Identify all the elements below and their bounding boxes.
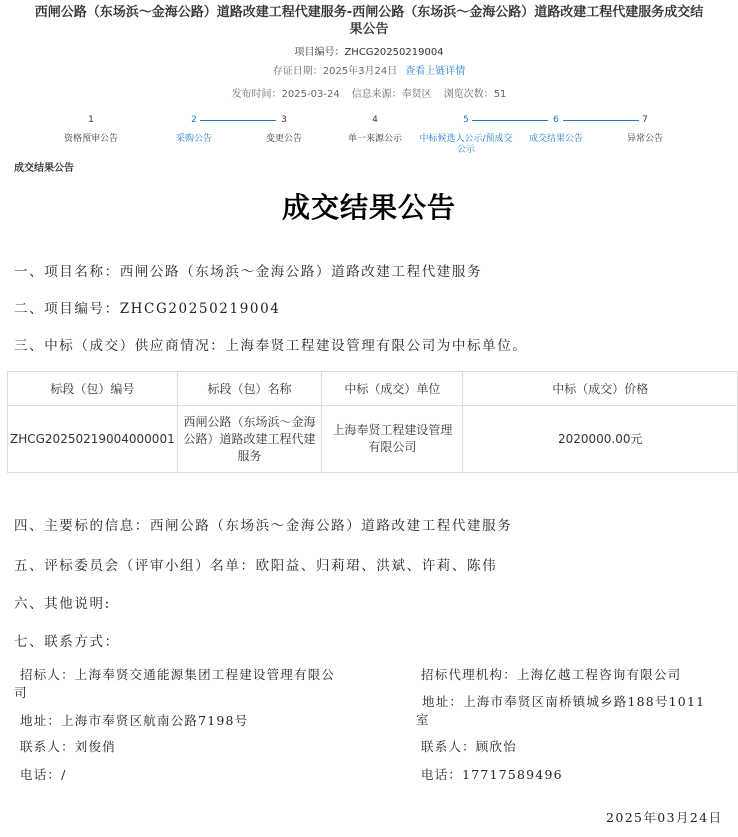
column-header: 标段（包）编号 xyxy=(8,372,178,406)
publish-time: 2025-03-24 xyxy=(281,89,340,100)
item-project-number: 二、项目编号：ZHCG20250219004 xyxy=(14,301,281,317)
result-table xyxy=(7,371,738,473)
step-number: 6 xyxy=(553,115,559,125)
item-project-name: 一、项目名称：西闸公路（东场浜～金海公路）道路改建工程代建服务 xyxy=(14,264,483,280)
source-label: 信息来源： xyxy=(351,89,402,100)
views-count: 51 xyxy=(493,89,507,100)
winning-price: 2020000.00元 xyxy=(463,406,738,473)
chain-details-link[interactable]: 查看上链详情 xyxy=(405,66,466,77)
step-number: 1 xyxy=(88,115,94,125)
lot-name: 西闸公路（东场浜～金海公路）道路改建工程代建服务 xyxy=(177,406,322,473)
step-label: 变更公告 xyxy=(265,134,302,144)
publish-info-line xyxy=(0,85,738,100)
publish-time-label: 发布时间： xyxy=(231,89,282,100)
step-label: 成交结果公告 xyxy=(528,134,583,144)
step-3[interactable] xyxy=(234,114,334,145)
table-row xyxy=(8,406,738,473)
winning-unit: 上海奉贤工程建设管理有限公司 xyxy=(322,406,463,473)
item-other-notes: 六、其他说明: xyxy=(14,596,111,612)
tenderer-address: 地址：上海市奉贤区航南公路7198号 xyxy=(20,713,249,728)
step-1[interactable] xyxy=(41,114,141,145)
step-4[interactable] xyxy=(325,114,425,145)
agency-address: 地址：上海市奉贤区南桥镇城乡路188号1011室 xyxy=(416,694,706,727)
table-header-row xyxy=(8,372,738,406)
source: 奉贤区 xyxy=(401,89,432,100)
step-label: 单一来源公示 xyxy=(347,134,402,144)
step-6[interactable] xyxy=(506,114,606,145)
item-winning-supplier: 三、中标（成交）供应商情况：上海奉贤工程建设管理有限公司为中标单位。 xyxy=(14,338,528,354)
deposit-date: 2025年3月24日 xyxy=(322,66,398,77)
column-header: 标段（包）名称 xyxy=(177,372,322,406)
item-committee: 五、评标委员会（评审小组）名单：欧阳益、归莉珺、洪斌、许莉、陈伟 xyxy=(14,558,498,574)
item-contact: 七、联系方式： xyxy=(14,634,120,650)
step-number: 4 xyxy=(372,115,378,125)
process-steps xyxy=(0,114,738,164)
document-title: 西闸公路（东场浜～金海公路）道路改建工程代建服务-西闸公路（东场浜～金海公路）道路改建工程代建服务成交结果公告 xyxy=(34,5,704,37)
tenderer-contact: 联系人：刘俊俏 xyxy=(20,739,116,754)
step-5[interactable] xyxy=(416,114,516,156)
notice-title: 成交结果公告 xyxy=(281,191,456,224)
step-label: 采购公告 xyxy=(175,134,212,144)
deposit-line xyxy=(0,62,738,77)
project-number: ZHCG20250219004 xyxy=(344,47,444,58)
deposit-date-label: 存证日期： xyxy=(272,66,323,77)
section-label: 成交结果公告 xyxy=(14,163,74,174)
notice-date: 2025年03月24日 xyxy=(606,810,723,825)
project-number-label: 项目编号： xyxy=(294,47,345,58)
agency-phone: 电话：17717589496 xyxy=(421,767,563,782)
step-number: 2 xyxy=(191,115,197,125)
lot-code: ZHCG20250219004000001 xyxy=(8,406,178,473)
tenderer: 招标人：上海奉贤交通能源集团工程建设管理有限公司 xyxy=(14,667,336,700)
project-number-line xyxy=(0,43,738,58)
item-main-subject: 四、主要标的信息：西闸公路（东场浜～金海公路）道路改建工程代建服务 xyxy=(14,518,513,534)
column-header: 中标（成交）单位 xyxy=(322,372,463,406)
step-label: 资格预审公告 xyxy=(63,134,118,144)
step-2[interactable] xyxy=(144,114,244,145)
step-number: 5 xyxy=(463,115,469,125)
step-label: 中标候选人公示/预成交公示 xyxy=(419,134,513,155)
tenderer-phone: 电话：/ xyxy=(20,767,67,782)
agency: 招标代理机构：上海亿越工程咨询有限公司 xyxy=(421,667,682,682)
step-7[interactable] xyxy=(595,114,695,145)
agency-contact: 联系人：顾欣怡 xyxy=(421,739,517,754)
step-label: 异常公告 xyxy=(626,134,663,144)
views-label: 浏览次数： xyxy=(443,89,494,100)
step-number: 3 xyxy=(281,115,287,125)
step-number: 7 xyxy=(642,115,648,125)
column-header: 中标（成交）价格 xyxy=(463,372,738,406)
